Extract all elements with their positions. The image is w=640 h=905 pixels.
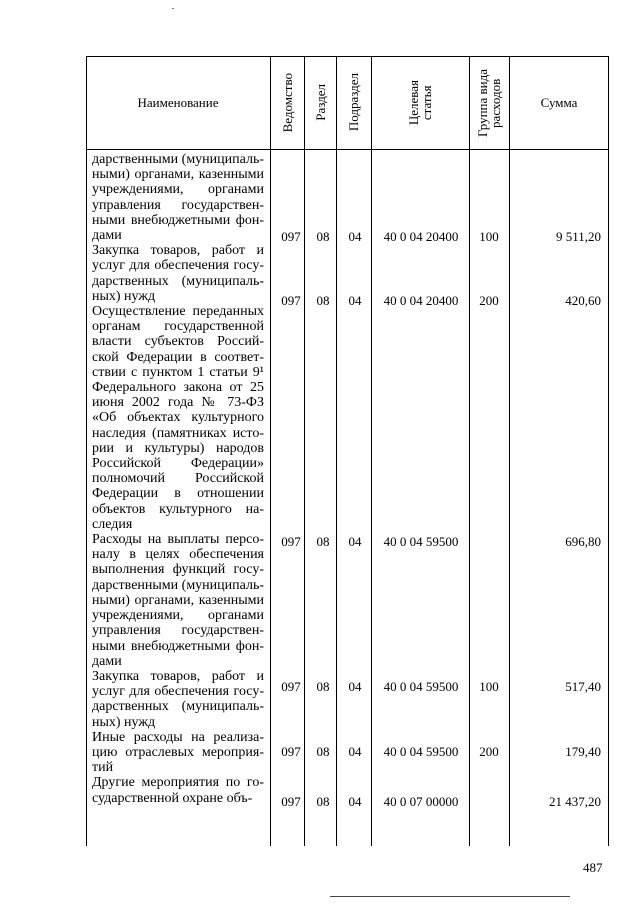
cell-vedomstvo: 097 <box>281 534 301 549</box>
cell-celevaya: 40 0 04 20400 <box>383 229 459 244</box>
cell-summa: 21 437,20 <box>549 794 601 809</box>
header-name-label: Наименование <box>137 94 219 110</box>
cell-celevaya: 40 0 04 20400 <box>383 293 459 308</box>
name-item: Закупка товаров, работ и услуг для обеспечения госу-дарственных (муниципаль-ных) нужд <box>92 668 264 730</box>
header-gruppa-label: Группа вида расходов <box>475 68 503 137</box>
cell-gruppa: 100 <box>479 229 499 244</box>
budget-table <box>86 56 609 846</box>
cell-gruppa: 200 <box>479 293 499 308</box>
cell-podrazdel: 04 <box>348 794 362 809</box>
header-razdel-label: Раздел <box>312 84 328 121</box>
cell-razdel: 08 <box>316 744 330 759</box>
header-vedomstvo <box>270 56 304 149</box>
cell-summa: 517,40 <box>565 679 601 694</box>
cell-razdel: 08 <box>316 534 330 549</box>
cell-vedomstvo: 097 <box>281 679 301 694</box>
cell-celevaya: 40 0 04 59500 <box>383 534 459 549</box>
column-divider <box>509 56 510 846</box>
name-item: Иные расходы на реализа-цию отраслевых мероприя-тий <box>92 729 264 776</box>
cell-gruppa: 100 <box>479 679 499 694</box>
column-divider <box>469 56 470 846</box>
header-summa-label: Сумма <box>540 94 578 110</box>
scan-edge-line <box>330 896 570 897</box>
cell-summa: 696,80 <box>565 534 601 549</box>
cell-podrazdel: 04 <box>348 744 362 759</box>
header-podrazdel-label: Подраздел <box>346 73 361 132</box>
column-divider <box>336 56 337 846</box>
page-number: 487 <box>583 860 603 875</box>
name-item: Расходы на выплаты персо-налу в целях обеспечения выполнения функций госу-дарственными (муниципаль-ными) органами, казенными учреждениями, органами управления государствен-ными внебюджетными фон-дами <box>92 532 265 669</box>
name-item: Другие мероприятия по го-сударственной охране объ- <box>92 775 264 806</box>
cell-vedomstvo: 097 <box>281 293 301 308</box>
header-separator <box>86 149 609 150</box>
cell-podrazdel: 04 <box>348 229 362 244</box>
cell-podrazdel: 04 <box>348 534 362 549</box>
header-summa <box>509 56 609 149</box>
name-item: Закупка товаров, работ и услуг для обеспечения госу-дарственных (муниципаль-ных) нужд <box>92 243 264 304</box>
column-divider <box>371 56 372 846</box>
cell-celevaya: 40 0 04 59500 <box>383 679 459 694</box>
name-item: Осуществление переданных органам государственной власти субъектов Россий-ской Федерации в соответ-ствии с пунктом 1 статьи 9¹ Федерального закона от 25 июня 2002 года № 73-ФЗ «Об объектах культурного наследия (памятниках исто-рии и культуры) народов Российской Федерации» полномочий Российской Федерации в отношении объектов культурного на-следия <box>92 304 264 532</box>
cell-vedomstvo: 097 <box>281 794 301 809</box>
header-name <box>86 56 270 149</box>
header-vedomstvo-label: Ведомство <box>279 72 295 133</box>
header-celevaya <box>371 56 469 149</box>
name-item: дарственными (муниципаль-ными) органами, казенными учреждениями, органами управления государствен-ными внебюджетными фон-дами <box>92 152 265 244</box>
cell-podrazdel: 04 <box>348 679 362 694</box>
cell-summa: 420,60 <box>565 293 601 308</box>
cell-razdel: 08 <box>316 293 330 308</box>
cell-summa: 9 511,20 <box>555 229 601 244</box>
cell-podrazdel: 04 <box>348 293 362 308</box>
cell-razdel: 08 <box>316 229 330 244</box>
cell-razdel: 08 <box>316 679 330 694</box>
column-divider <box>270 56 271 846</box>
cell-razdel: 08 <box>316 794 330 809</box>
name-column <box>92 152 264 806</box>
cell-gruppa: 200 <box>479 744 499 759</box>
column-divider <box>304 56 305 846</box>
cell-summa: 179,40 <box>565 744 601 759</box>
header-celevaya-label: Целевая статья <box>406 79 434 126</box>
header-podrazdel <box>336 56 371 149</box>
cell-vedomstvo: 097 <box>281 229 301 244</box>
cell-celevaya: 40 0 07 00000 <box>383 794 459 809</box>
scan-artifact <box>172 8 174 9</box>
header-razdel <box>304 56 336 149</box>
cell-celevaya: 40 0 04 59500 <box>383 744 459 759</box>
cell-vedomstvo: 097 <box>281 744 301 759</box>
header-gruppa <box>469 56 509 149</box>
